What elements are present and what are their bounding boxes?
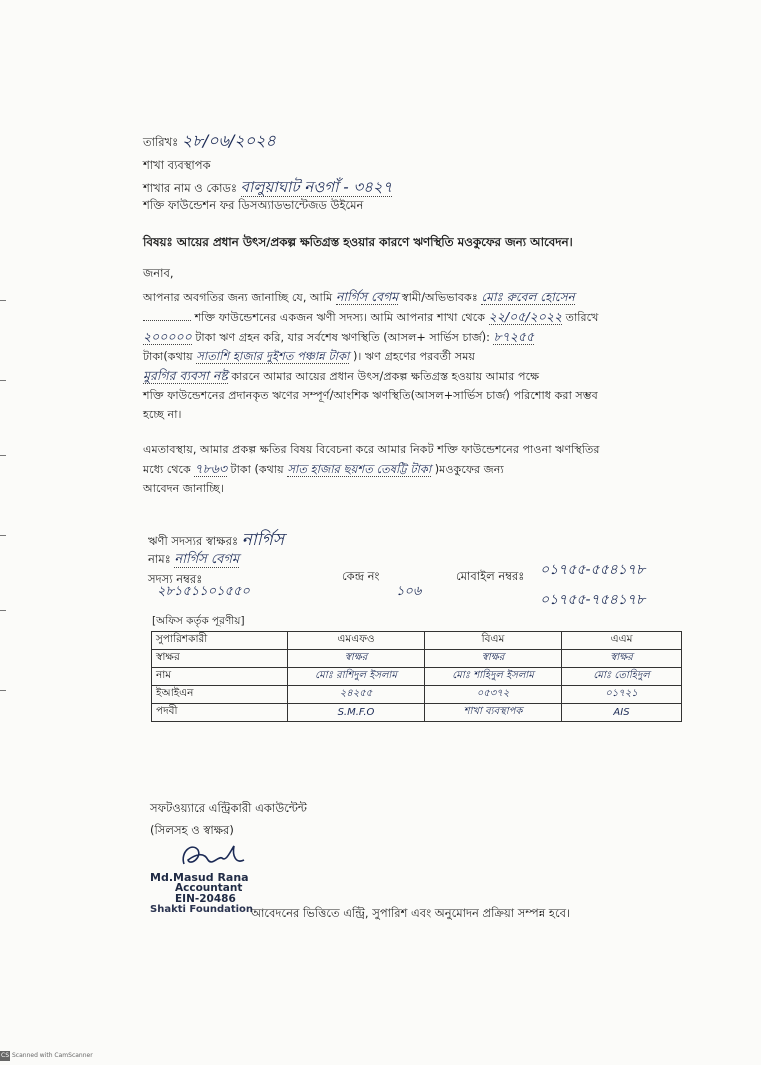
mobile-label: মোবাইল নম্বরঃ bbox=[456, 569, 525, 583]
row-label: স্বাক্ষর bbox=[152, 650, 288, 668]
loan-balance: ৮৭২৫৫ bbox=[493, 329, 535, 344]
waiver-in-words: সাত হাজার ছয়শত তেষট্টি টাকা bbox=[287, 462, 432, 476]
body-paragraph-1 bbox=[143, 287, 683, 424]
table-row bbox=[152, 650, 682, 668]
body-text: মধ্যে থেকে bbox=[143, 463, 191, 476]
stamp-ein: EIN-20486 bbox=[175, 893, 236, 905]
body-text: স্বামী/অভিভাবকঃ bbox=[401, 291, 478, 304]
scanner-text: Scanned with CamScanner bbox=[12, 1052, 93, 1059]
table-row bbox=[152, 668, 682, 686]
member-name-label: নামঃ bbox=[148, 552, 171, 566]
office-caption: [অফিস কর্তৃক পূরণীয়] bbox=[152, 615, 245, 627]
table-header-cell: এমএফও bbox=[288, 632, 425, 650]
loan-date: ২২/০৫/২০২২ bbox=[488, 309, 563, 324]
footer-note: আবেদনের ভিত্তিতে এন্ট্রি, সুপারিশ এবং অনুমোদন প্রক্রিয়া সম্পন্ন হবে। bbox=[251, 906, 571, 920]
table-cell: ২৪২৫৫ bbox=[288, 686, 425, 704]
body-line-8: এমতাবস্থায়, আমার প্রকল্প ক্ষতির বিষয় বিবেচনা করে আমার নিকট শক্তি ফাউন্ডেশনের পাওনা ঋণস্থিতির bbox=[143, 443, 600, 456]
member-signature: নার্গিস bbox=[241, 530, 285, 550]
stamp-role: Accountant bbox=[175, 882, 243, 894]
row-label: ইআইএন bbox=[152, 686, 288, 704]
subject: বিষয়ঃ আয়ের প্রধান উৎস/প্রকল্প ক্ষতিগ্রস্ত হওয়ার কারণে ঋণস্থিতি মওকুফের জন্য আবেদন। bbox=[143, 235, 573, 249]
body-text: শক্তি ফাউন্ডেশনের একজন ঋণী সদস্য। আমি আপনার শাখা থেকে bbox=[194, 311, 486, 324]
accountant-signature bbox=[178, 838, 248, 872]
margin-tick bbox=[0, 610, 6, 611]
table-header-row bbox=[152, 632, 682, 650]
body-text: কারনে আমার আয়ের প্রধান উৎস/প্রকল্প ক্ষতিগ্রস্ত হওয়ায় আমার পক্ষে bbox=[231, 370, 540, 383]
row-label: পদবী bbox=[152, 704, 288, 722]
margin-tick bbox=[0, 300, 6, 301]
table-cell: মোঃ তোহিদুল bbox=[562, 668, 682, 686]
guardian-name: মোঃ রুবেল হোসেন bbox=[481, 290, 575, 304]
seal-sign-label: (সিলসহ ও স্বাক্ষর) bbox=[150, 823, 234, 837]
manager-line: শাখা ব্যবস্থাপক bbox=[143, 158, 211, 172]
body-text: আপনার অবগতির জন্য জানাচ্ছি যে, আমি bbox=[143, 291, 333, 304]
body-line-1 bbox=[143, 287, 683, 307]
table-cell: মোঃ শাহিদুল ইসলাম bbox=[425, 668, 562, 686]
margin-tick bbox=[0, 455, 6, 456]
body-text: টাকা ঋণ গ্রহন করি, যার সর্বশেষ ঋণস্থিতি (আসল+ সার্ভিস চার্জ): bbox=[195, 331, 490, 344]
office-table bbox=[151, 631, 682, 722]
date-value: ২৮/০৬/২০২৪ bbox=[181, 131, 276, 150]
body-text: তারিখে bbox=[565, 311, 599, 324]
balance-in-words: সাতাশি হাজার দুইশত পঞ্চান্ন টাকা bbox=[196, 349, 350, 363]
scanner-watermark bbox=[0, 1051, 93, 1061]
stamp-org: Shakti Foundation bbox=[150, 904, 254, 915]
table-cell: মোঃ রাশিদুল ইসলাম bbox=[288, 668, 425, 686]
margin-tick bbox=[0, 535, 6, 536]
org-line: শক্তি ফাউন্ডেশন ফর ডিসঅ্যাডভান্টেজড উইমেন bbox=[143, 198, 364, 212]
table-row bbox=[152, 686, 682, 704]
applicant-name: নার্গিস বেগম bbox=[335, 289, 399, 304]
table-cell: AIS bbox=[562, 704, 682, 722]
center-number: ১০৬ bbox=[396, 584, 422, 599]
mobile-number-2: ০১৭৫৫-৭৫৪১৭৮ bbox=[540, 592, 646, 608]
table-cell: ০১৭২১ bbox=[562, 686, 682, 704]
date-label: তারিখঃ bbox=[143, 135, 179, 149]
body-line-10: আবেদন জানাচ্ছি। bbox=[143, 482, 224, 495]
waiver-amount: ৭৮৬৩ bbox=[194, 461, 227, 476]
center-label: কেন্দ্র নং bbox=[342, 569, 380, 583]
body-line-4 bbox=[143, 347, 683, 366]
body-paragraph-2 bbox=[143, 440, 683, 498]
member-name-line bbox=[148, 550, 239, 571]
body-text: )মওকুফের জন্য bbox=[434, 463, 504, 476]
table-cell: ০৫৩৭২ bbox=[425, 686, 562, 704]
branch-value: বালুয়াঘাট নওগাঁ - ৩৪২৭ bbox=[240, 178, 393, 196]
table-cell: স্বাক্ষর bbox=[425, 650, 562, 668]
body-line-7: হচ্ছে না। bbox=[143, 408, 182, 421]
table-header-cell: বিএম bbox=[425, 632, 562, 650]
margin-tick bbox=[0, 690, 6, 691]
date-line bbox=[143, 128, 276, 155]
table-cell: S.M.F.O bbox=[288, 704, 425, 722]
table-header-cell: সুপারিশকারী bbox=[152, 632, 288, 650]
body-line-3 bbox=[143, 327, 683, 347]
body-text: টাকা(কথায় bbox=[143, 350, 193, 363]
member-name: নার্গিস বেগম bbox=[174, 552, 240, 567]
branch-label: শাখার নাম ও কোডঃ bbox=[143, 181, 238, 195]
camscanner-logo-icon: CS bbox=[1, 1052, 9, 1059]
table-cell: শাখা ব্যবস্থাপক bbox=[425, 704, 562, 722]
table-cell: স্বাক্ষর bbox=[288, 650, 425, 668]
table-cell: স্বাক্ষর bbox=[562, 650, 682, 668]
member-id: ২৮১৫১১০১৫৫০ bbox=[157, 584, 250, 599]
body-line-9 bbox=[143, 459, 683, 479]
mobile-number-1: ০১৭৫৫-৫৫৪১৭৮ bbox=[540, 562, 646, 578]
table-row bbox=[152, 704, 682, 722]
salutation: জনাব, bbox=[143, 266, 174, 280]
margin-tick bbox=[0, 380, 6, 381]
accountant-title: সফটওয়্যারে এন্ট্রিকারী একাউন্টেন্ট bbox=[150, 801, 307, 815]
member-sign-label: ঋণী সদস্যর স্বাক্ষরঃ bbox=[148, 534, 239, 548]
row-label: নাম bbox=[152, 668, 288, 686]
loan-amount: ২০০০০০ bbox=[143, 329, 192, 344]
body-line-6: শক্তি ফাউন্ডেশনের প্রদানকৃত ঋণের সম্পূর্ণ/আংশিক ঋণস্থিতি(আসল+সার্ভিস চার্জ) পরিশোধ করা সম্ভব bbox=[143, 389, 598, 402]
body-line-2 bbox=[143, 307, 683, 327]
stamp-name: Md.Masud Rana bbox=[150, 871, 249, 884]
body-text: )। ঋণ গ্রহণের পরবর্তী সময় bbox=[352, 350, 475, 363]
table-header-cell: এএম bbox=[562, 632, 682, 650]
body-text: টাকা (কথায় bbox=[230, 463, 284, 476]
body-line-5 bbox=[143, 366, 683, 386]
member-id-label: সদস্য নম্বরঃ bbox=[148, 572, 203, 586]
damage-reason: মুরগির ব্যবসা নষ্ট bbox=[143, 368, 228, 383]
